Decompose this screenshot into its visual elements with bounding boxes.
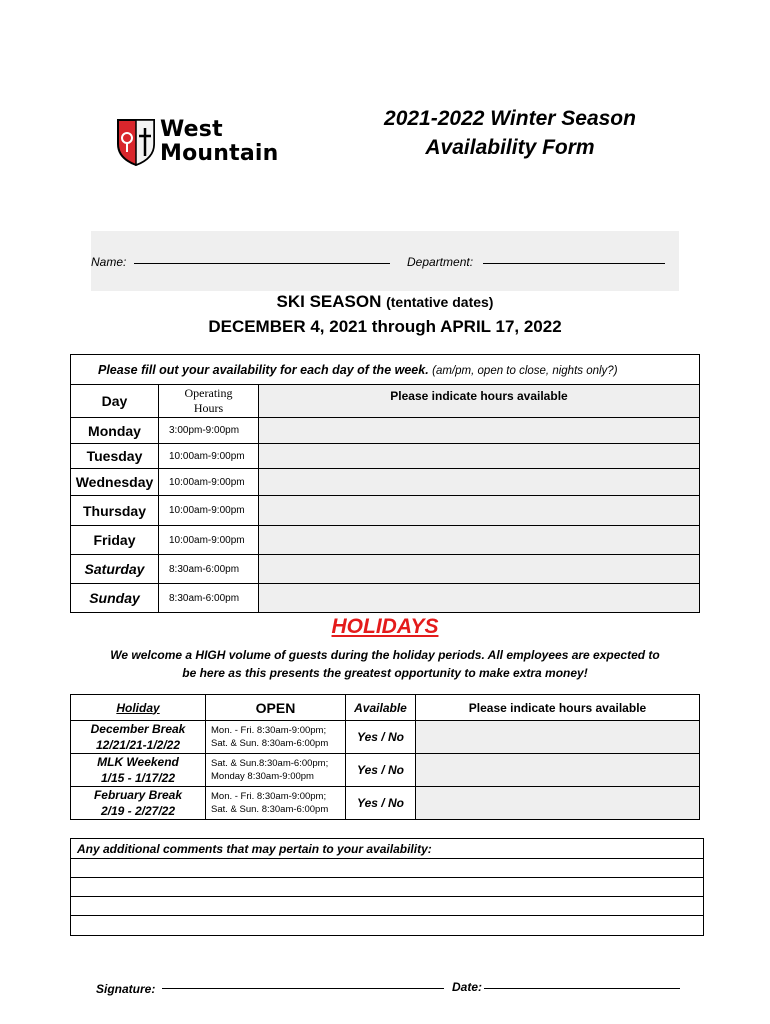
hours-input-tuesday[interactable] bbox=[259, 444, 700, 469]
holiday-name: February Break bbox=[93, 788, 183, 802]
day-cell: Saturday bbox=[71, 555, 159, 584]
west-mountain-logo bbox=[116, 118, 306, 170]
holiday-open-line2: Sat. & Sun. 8:30am-6:00pm bbox=[211, 804, 329, 815]
holiday-name: December Break bbox=[90, 722, 186, 736]
table-row bbox=[71, 444, 700, 469]
day-cell: Thursday bbox=[71, 496, 159, 526]
table-row bbox=[71, 418, 700, 444]
logo-text-mountain: Mountain bbox=[160, 141, 279, 166]
col-holiday-header bbox=[71, 695, 206, 721]
date-field[interactable] bbox=[484, 988, 680, 989]
holiday-open-line1: Mon. - Fri. 8:30am-9:00pm; bbox=[211, 725, 327, 736]
comments-line[interactable] bbox=[71, 878, 703, 897]
holiday-name-cell bbox=[71, 787, 206, 820]
table-row bbox=[71, 555, 700, 584]
operating-hours-cell: 10:00am-9:00pm bbox=[159, 526, 259, 555]
holiday-open-cell bbox=[206, 787, 346, 820]
weekly-instruction bbox=[71, 355, 700, 385]
name-department-band bbox=[91, 231, 679, 291]
day-cell: Monday bbox=[71, 418, 159, 444]
weekly-instruction-note: (am/pm, open to close, nights only?) bbox=[432, 364, 618, 377]
hours-input-saturday[interactable] bbox=[259, 555, 700, 584]
holidays-description-line1: We welcome a HIGH volume of guests during the holiday periods. All employees are expected to bbox=[110, 648, 660, 662]
operating-hours-cell: 8:30am-6:00pm bbox=[159, 555, 259, 584]
hours-input-february-break[interactable] bbox=[416, 787, 700, 820]
holidays-title: HOLIDAYS bbox=[331, 615, 439, 638]
col-day-header: Day bbox=[71, 385, 159, 418]
date-label: Date: bbox=[452, 980, 483, 994]
day-cell: Friday bbox=[71, 526, 159, 555]
yes-no-choice[interactable]: Yes / No bbox=[346, 721, 416, 754]
hours-input-friday[interactable] bbox=[259, 526, 700, 555]
comments-box bbox=[70, 838, 704, 936]
comments-line[interactable] bbox=[71, 916, 703, 935]
operating-hours-cell: 10:00am-9:00pm bbox=[159, 444, 259, 469]
department-field[interactable] bbox=[483, 263, 665, 264]
logo-wordmark bbox=[160, 118, 279, 166]
table-row bbox=[71, 754, 700, 787]
col-available-header: Available bbox=[346, 695, 416, 721]
holidays-description bbox=[80, 646, 690, 682]
holiday-name: MLK Weekend bbox=[97, 755, 179, 769]
comments-line[interactable] bbox=[71, 897, 703, 916]
hours-input-thursday[interactable] bbox=[259, 496, 700, 526]
ski-season-note: (tentative dates) bbox=[386, 294, 494, 310]
signature-field[interactable] bbox=[162, 988, 444, 989]
col-operating-line1: Operating bbox=[184, 386, 233, 400]
holidays-description-line2: be here as this presents the greatest opportunity to make extra money! bbox=[182, 666, 588, 680]
ski-season-heading bbox=[0, 292, 770, 312]
weekly-instruction-text: Please fill out your availability for each day of the week. bbox=[98, 362, 429, 377]
ski-season-label: SKI SEASON bbox=[276, 292, 382, 311]
holiday-open-line1: Mon. - Fri. 8:30am-9:00pm; bbox=[211, 791, 327, 802]
form-title-line1: 2021-2022 Winter Season bbox=[384, 107, 636, 130]
department-label: Department: bbox=[407, 255, 474, 269]
holiday-dates: 12/21/21-1/2/22 bbox=[95, 738, 181, 752]
table-row bbox=[71, 721, 700, 754]
day-cell: Tuesday bbox=[71, 444, 159, 469]
holiday-open-line1: Sat. & Sun.8:30am-6:00pm; bbox=[211, 758, 329, 769]
operating-hours-cell: 10:00am-9:00pm bbox=[159, 496, 259, 526]
holiday-name-cell bbox=[71, 754, 206, 787]
yes-no-choice[interactable]: Yes / No bbox=[346, 787, 416, 820]
hours-input-mlk-weekend[interactable] bbox=[416, 754, 700, 787]
comments-line[interactable] bbox=[71, 859, 703, 878]
holiday-open-cell bbox=[206, 721, 346, 754]
holiday-open-line2: Sat. & Sun. 8:30am-6:00pm bbox=[211, 738, 329, 749]
operating-hours-cell: 3:00pm-9:00pm bbox=[159, 418, 259, 444]
name-label: Name: bbox=[91, 255, 127, 269]
operating-hours-cell: 10:00am-9:00pm bbox=[159, 469, 259, 496]
table-row bbox=[71, 787, 700, 820]
col-holiday-label: Holiday bbox=[116, 700, 160, 715]
yes-no-choice[interactable]: Yes / No bbox=[346, 754, 416, 787]
shield-crest-icon bbox=[116, 118, 156, 166]
hours-input-december-break[interactable] bbox=[416, 721, 700, 754]
table-row bbox=[71, 526, 700, 555]
form-title-line2: Availability Form bbox=[425, 136, 595, 159]
holiday-name-cell bbox=[71, 721, 206, 754]
hours-input-wednesday[interactable] bbox=[259, 469, 700, 496]
day-cell: Sunday bbox=[71, 584, 159, 613]
holiday-dates: 1/15 - 1/17/22 bbox=[100, 771, 176, 785]
table-row bbox=[71, 469, 700, 496]
holiday-dates: 2/19 - 2/27/22 bbox=[100, 804, 176, 818]
hours-input-monday[interactable] bbox=[259, 418, 700, 444]
col-open-header: OPEN bbox=[206, 695, 346, 721]
weekly-availability-table bbox=[70, 354, 700, 613]
col-hours-header: Please indicate hours available bbox=[259, 385, 700, 418]
name-field[interactable] bbox=[134, 263, 390, 264]
holiday-open-line2: Monday 8:30am-9:00pm bbox=[211, 771, 314, 782]
table-row bbox=[71, 584, 700, 613]
logo-text-west: West bbox=[160, 117, 223, 142]
col-operating-hours-header bbox=[159, 385, 259, 418]
holiday-open-cell bbox=[206, 754, 346, 787]
hours-input-sunday[interactable] bbox=[259, 584, 700, 613]
table-row bbox=[71, 496, 700, 526]
signature-label: Signature: bbox=[96, 982, 156, 996]
col-operating-line2: Hours bbox=[193, 401, 224, 415]
ski-season-dates: DECEMBER 4, 2021 through APRIL 17, 2022 bbox=[208, 317, 562, 336]
form-title bbox=[330, 104, 690, 162]
operating-hours-cell: 8:30am-6:00pm bbox=[159, 584, 259, 613]
comments-label: Any additional comments that may pertain to your availability: bbox=[71, 839, 703, 859]
holiday-availability-table bbox=[70, 694, 700, 820]
day-cell: Wednesday bbox=[71, 469, 159, 496]
col-hours-header: Please indicate hours available bbox=[416, 695, 700, 721]
